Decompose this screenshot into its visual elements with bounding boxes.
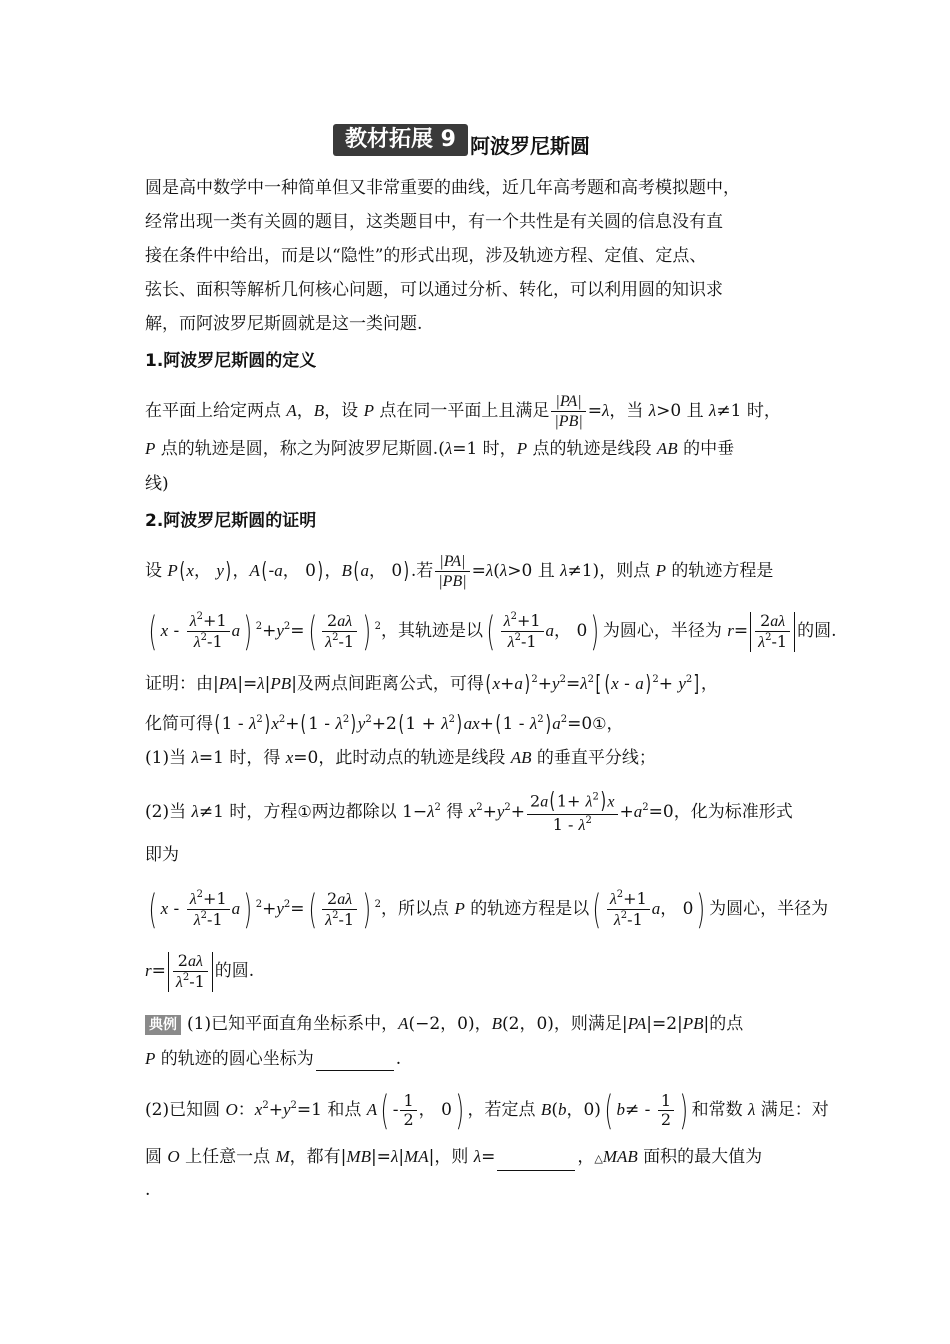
example-tag: 典例 (145, 1015, 181, 1035)
example-line-4: 圆 O 上任意一点 M，都有|MB|=λ|MA|，则 λ= ，△MAB 面积的最大值为 (145, 1145, 762, 1171)
fraction-pa-pb-2: $\frac{|PA|}{|PB|}$ (435, 552, 469, 591)
definition-line-2: P 点的轨迹是圆，称之为阿波罗尼斯圆.(λ=1 时，P 点的轨迹是线段 AB 的中垂 (145, 439, 735, 459)
proof-line-5: (1)当 λ=1 时，得 x=0，此时动点的轨迹是线段 AB 的垂直平分线； (145, 748, 656, 768)
definition-line-3: 线) (145, 474, 169, 494)
proof-line-6: (2)当 λ≠1 时，方程①两边都除以 $1-\lambda^2$ 得 $x^2+y^2+$ $\frac{2a(1+ \lambda^2)x}{1 - \lambda^2}$ $+a^2=0$，化为标准形式 (145, 789, 793, 834)
proof-line-1: 设 P(x， y)，A(-a， 0)，B(a， 0).若 $\frac{|PA|}{|PB|}$ =λ(λ>0 且 λ≠1)，则点 P 的轨迹方程是 (145, 553, 774, 590)
proof-line-4: 化简可得$(1 - \lambda^2)x^2+(1 - \lambda^2)y^2+2(1 + \lambda^2)ax+(1$ - $\lambda^2)a^2=0①$， (145, 711, 624, 737)
proof-line-2: ( x - $\frac{\lambda^2+1}{\lambda^2-1}$ a) $^2+y^2=$( $\frac{2a\lambda}{\lambda^2-1}$ ) $^2$，其轨迹是以( $\frac{\lambda^2+1}{\lambda^2-1}$ a， 0) 为圆心，半径为 r= $\frac{2a\lambda}{\lambda^2-1}$ 的圆. (148, 608, 837, 655)
answer-blank-1[interactable] (316, 1052, 394, 1071)
title-badge: 教材拓展 9 (333, 124, 468, 156)
section2-heading: 2.阿波罗尼斯圆的证明 (145, 511, 317, 531)
title (333, 124, 590, 158)
fraction-pa-pb: $\frac{|PA|}{|PB|}$ (551, 392, 585, 431)
intro-line-4: 弦长、面积等解析几何核心问题，可以通过分析、转化，可以利用圆的知识求 (145, 280, 723, 300)
example-line-3: (2)已知圆 O：$x^2+y^2=1$ 和点 A( - $\frac{1}{2}$ ， 0) ，若定点 B(b，0)( b≠ - $\frac{1}{2}$ ) 和常数 λ 满足：对 (145, 1087, 829, 1134)
example-line-2: P 的轨迹的圆心坐标为 . (145, 1049, 402, 1069)
proof-line-8: ( x - $\frac{\lambda^2+1}{\lambda^2-1}$ a) $^2+y^2=$( $\frac{2a\lambda}{\lambda^2-1}$ ) $^2$，所以点 P 的轨迹方程是以( $\frac{\lambda^2+1}{\lambda^2-1}$ a， 0) 为圆心，半径为 (148, 886, 829, 933)
intro-line-1: 圆是高中数学中一种简单但又非常重要的曲线，近几年高考题和高考模拟题中， (145, 178, 740, 198)
example-line-5: . (145, 1180, 151, 1200)
example-line-1: 典例 (1)已知平面直角坐标系中，A(−2，0)，B(2，0)，则满足|PA|=2|PB|的点 (145, 1012, 743, 1036)
intro-line-2: 经常出现一类有关圆的题目，这类题目中，有一个共性是有关圆的信息没有直 (145, 212, 723, 232)
answer-blank-2[interactable] (497, 1152, 575, 1171)
proof-line-9: r= $\frac{2a\lambda}{\lambda^2-1}$ 的圆. (145, 950, 255, 991)
proof-line-3: 证明：由|PA|=λ|PB|及两点间距离公式，可得(x+a) $^2+y^2=\lambda^2$[ (x - a) $^2+ y^2$]， (145, 671, 718, 697)
definition-line-1: 在平面上给定两点 A，B，设 P 点在同一平面上且满足 $\frac{|PA|}{|PB|}$ =λ，当 λ>0 且 λ≠1 时， (145, 393, 781, 430)
proof-line-7: 即为 (145, 845, 179, 865)
intro-line-3: 接在条件中给出，而是以“隐性”的形式出现，涉及轨迹方程、定值、定点、 (145, 246, 707, 266)
section1-heading: 1.阿波罗尼斯圆的定义 (145, 351, 317, 371)
title-text: 阿波罗尼斯圆 (469, 133, 590, 158)
intro-line-5: 解，而阿波罗尼斯圆就是这一类问题. (145, 314, 423, 334)
